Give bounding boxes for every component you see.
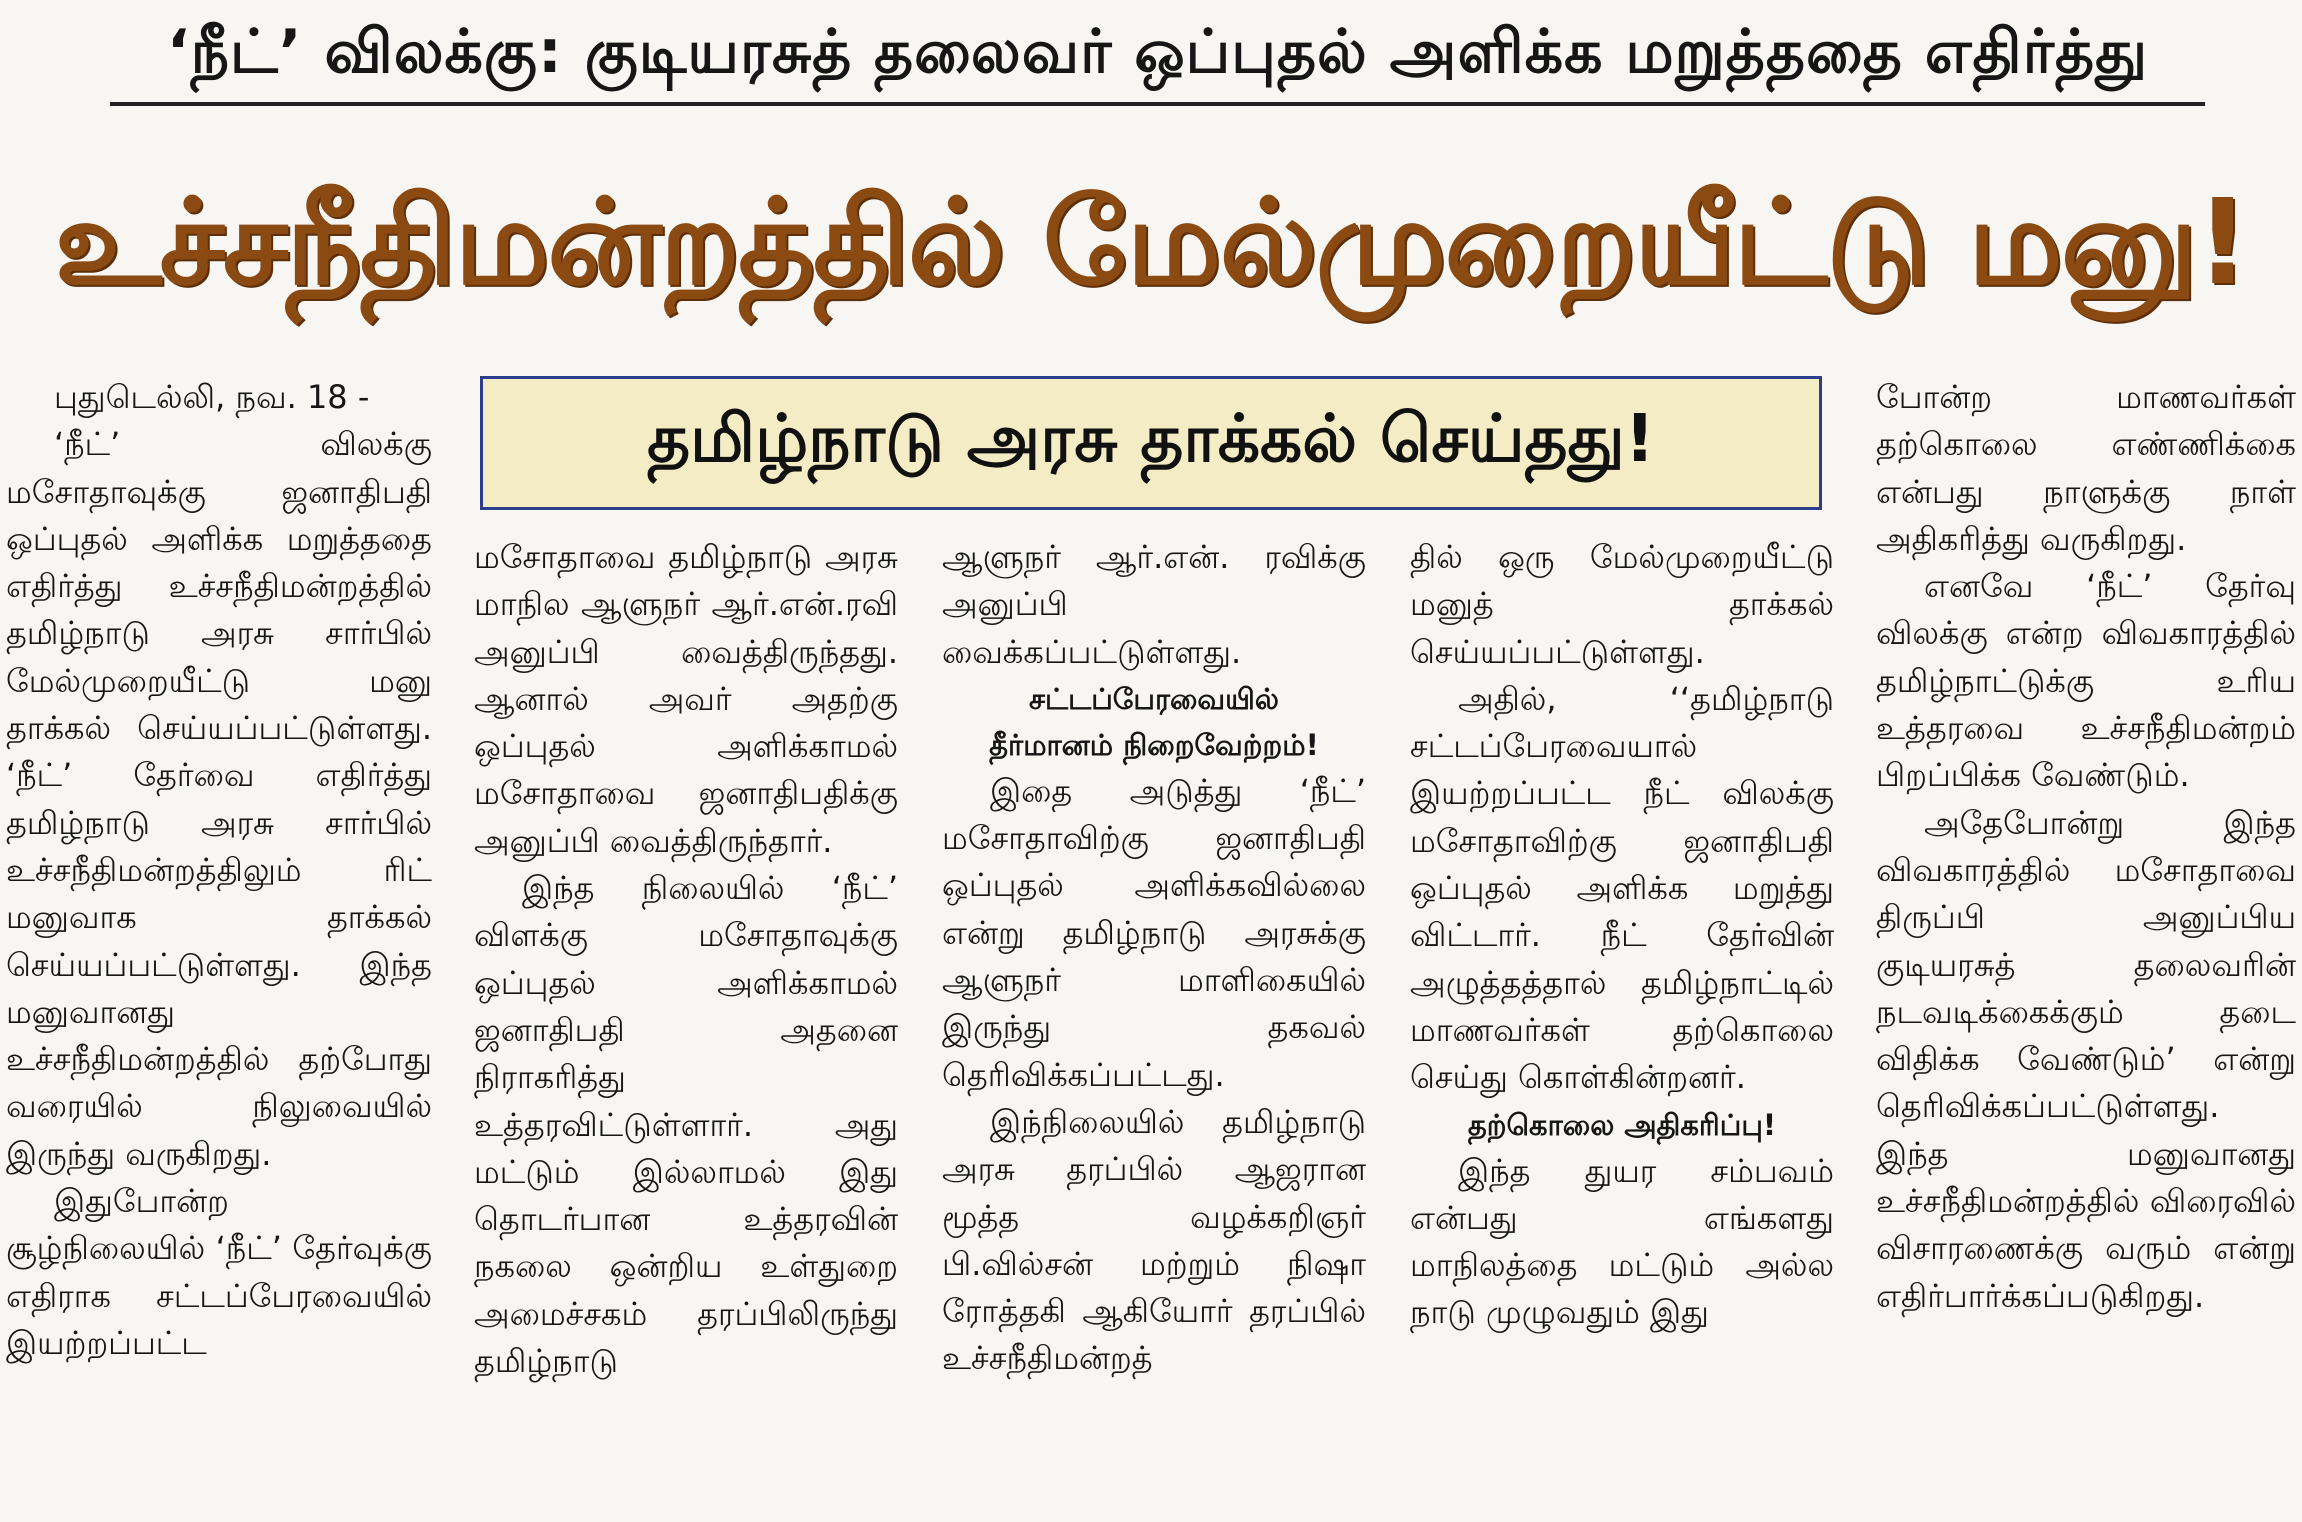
- paragraph: ‘நீட்’ விலக்கு மசோதாவுக்கு ஜனாதிபதி ஒப்புதல் அளிக்க மறுத்ததை எதிர்த்து உச்சநீதிமன்றத்தில் தமிழ்நாடு அரசு சார்பில் மேல்முறையீட்டு மனு தாக்கல் செய்யப்பட்டுள்ளது. ‘நீட்’ தேர்வை எதிர்த்து தமிழ்நாடு அரசு சார்பில் உச்சநீதிமன்றத்திலும் ரிட் மனுவாக தாக்கல் செய்யப்பட்டுள்ளது. இந்த மனுவானது உச்சநீதிமன்றத்தில் தற்போது வரையில் நிலுவையில் இருந்து வருகிறது.: [6, 425, 432, 1173]
- paragraph: தில் ஒரு மேல்முறையீட்டு மனுத் தாக்கல் செய்யப்பட்டுள்ளது.: [1410, 538, 1834, 671]
- kicker-headline: ‘நீட்’ விலக்கு: குடியரசுத் தலைவர் ஒப்புதல் அளிக்க மறுத்ததை எதிர்த்து: [110, 10, 2205, 106]
- paragraph: போன்ற மாணவர்கள் தற்கொலை எண்ணிக்கை என்பது நாளுக்கு நாள் அதிகரித்து வருகிறது.: [1876, 378, 2296, 558]
- article-column-2: [474, 534, 898, 1512]
- article-column-1: [6, 374, 432, 1512]
- paragraph: இந்த துயர சம்பவம் என்பது எங்களது மாநிலத்தை மட்டும் அல்ல நாடு முழுவதும் இது: [1410, 1151, 1834, 1332]
- paragraph: அதேபோன்று இந்த விவகாரத்தில் மசோதாவை திருப்பி அனுப்பிய குடியரசுத் தலைவரின் நடவடிக்கைக்கும் தடை விதிக்க வேண்டும்’ என்று தெரிவிக்கப்பட்டுள்ளது. இந்த மனுவானது உச்சநீதிமன்றத்தில் விரைவில் விசாரணைக்கு வரும் என்று எதிர்பார்க்கப்படுகிறது.: [1876, 803, 2296, 1315]
- paragraph: இந்த நிலையில் ‘நீட்’ விளக்கு மசோதாவுக்கு ஒப்புதல் அளிக்காமல் ஜனாதிபதி அதனை நிராகரித்து உத்தரவிட்டுள்ளார். அது மட்டும் இல்லாமல் இது தொடர்பான உத்தரவின் நகலை ஒன்றிய உள்துறை அமைச்சகம் தரப்பிலிருந்து தமிழ்நாடு: [474, 869, 898, 1381]
- paragraph: ஆளுநர் ஆர்.என். ரவிக்கு அனுப்பி வைக்கப்பட்டுள்ளது.: [942, 538, 1366, 671]
- article-column-3: [942, 534, 1366, 1512]
- article-column-5: [1876, 374, 2296, 1512]
- paragraph: இதை அடுத்து ‘நீட்’ மசோதாவிற்கு ஜனாதிபதி ஒப்புதல் அளிக்கவில்லை என்று தமிழ்நாடு அரசுக்கு ஆளுநர் மாளிகையில் இருந்து தகவல் தெரிவிக்கப்பட்டது.: [942, 771, 1366, 1094]
- paragraph: மசோதாவை தமிழ்நாடு அரசு மாநில ஆளுநர் ஆர்.என்.ரவி அனுப்பி வைத்திருந்தது. ஆனால் அவர் அதற்கு ஒப்புதல் அளிக்காமல் மசோதாவை ஜனாதிபதிக்கு அனுப்பி வைத்திருந்தார்.: [474, 538, 898, 860]
- section-title: தற்கொலை அதிகரிப்பு!: [1467, 1107, 1777, 1142]
- paragraph: எனவே ‘நீட்’ தேர்வு விலக்கு என்ற விவகாரத்தில் தமிழ்நாட்டுக்கு உரிய உத்தரவை உச்சநீதிமன்றம் பிறப்பிக்க வேண்டும்.: [1876, 567, 2296, 795]
- section-title: தீர்மானம் நிறைவேற்றம்!: [989, 727, 1319, 762]
- main-headline: உச்சநீதிமன்றத்தில் மேல்முறையீட்டு மனு!: [54, 173, 2248, 311]
- paragraph: இந்நிலையில் தமிழ்நாடு அரசு தரப்பில் ஆஜரான மூத்த வழக்கறிஞர் பி.வில்சன் மற்றும் நிஷா ரோத்தகி ஆகியோர் தரப்பில் உச்சநீதிமன்றத்: [942, 1102, 1366, 1378]
- dateline: புதுடெல்லி, நவ. 18 -: [54, 378, 370, 416]
- section-title: சட்டப்பேரவையில்: [1029, 681, 1279, 716]
- subheadline-box: தமிழ்நாடு அரசு தாக்கல் செய்தது!: [480, 376, 1822, 510]
- paragraph: அதில், ‘‘தமிழ்நாடு சட்டப்பேரவையால் இயற்றப்பட்ட நீட் விலக்கு மசோதாவிற்கு ஜனாதிபதி ஒப்புதல் அளிக்க மறுத்து விட்டார். நீட் தேர்வின் அழுத்தத்தால் தமிழ்நாட்டில் மாணவர்கள் தற்கொலை செய்து கொள்கின்றனர்.: [1410, 679, 1834, 1097]
- article-column-4: [1410, 534, 1834, 1512]
- paragraph: இதுபோன்ற சூழ்நிலையில் ‘நீட்’ தேர்வுக்கு எதிராக சட்டப்பேரவையில் இயற்றப்பட்ட: [6, 1182, 432, 1362]
